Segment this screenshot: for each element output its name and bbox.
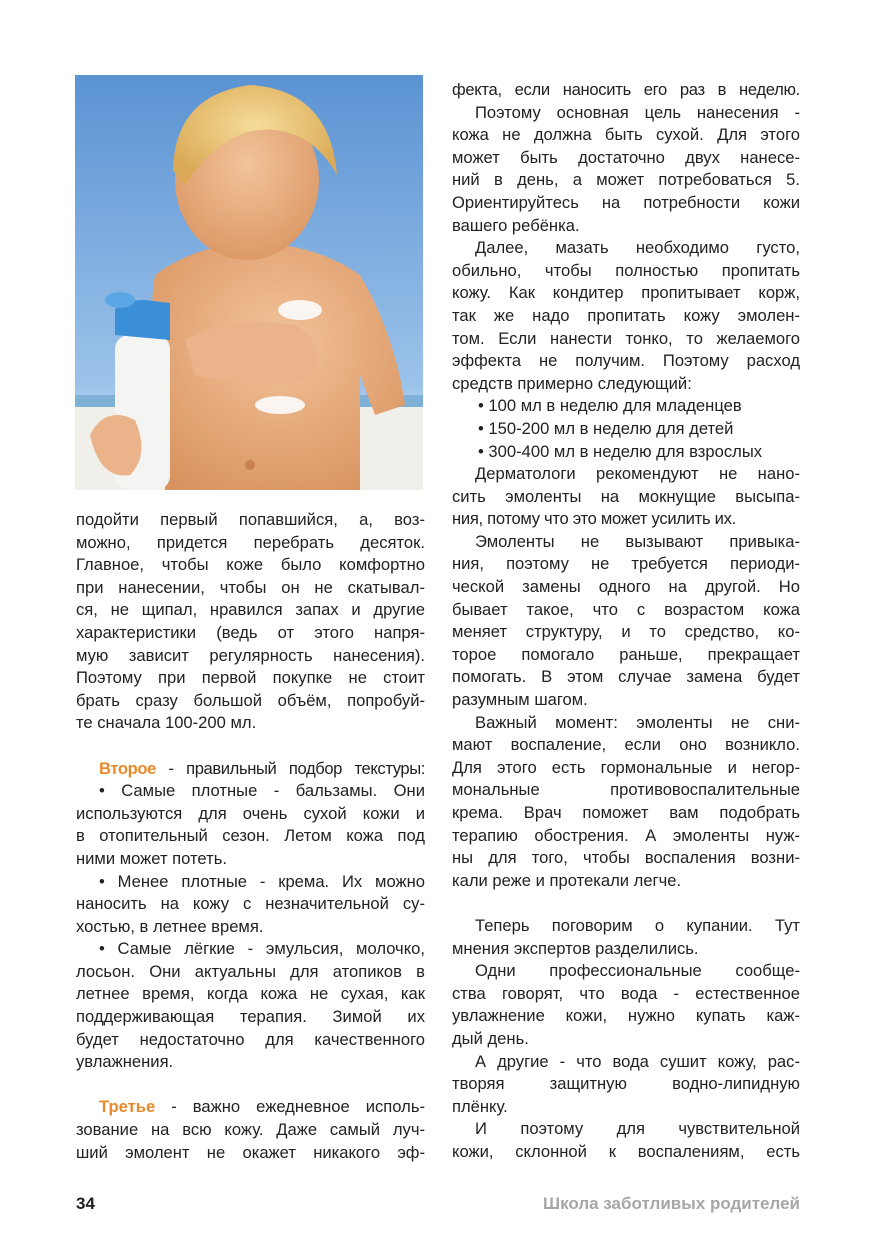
text-line: Ориентируйтесь на потребности кожи: [452, 192, 800, 212]
text-line: торое помогало раньше, прекращает: [452, 644, 800, 664]
text-line: кожу. Как кондитер пропитывает корж,: [452, 283, 800, 303]
paragraph-other-experts: [452, 1051, 800, 1119]
child-photo: [75, 75, 423, 490]
text-line: мают воспаление, если оно возникло.: [452, 735, 800, 755]
list-item: • 150-200 мл в неделю для детей: [478, 418, 734, 438]
text-line: в отопительный сезон. Летом кожа под: [76, 826, 425, 846]
paragraph-sensitive: [452, 1118, 800, 1163]
text-line: Одни профессиональные сообще-: [475, 961, 800, 981]
text-line: может быть достаточно двух нанесе-: [452, 147, 800, 167]
text-line: поддерживающая терапия. Зимой их: [76, 1007, 425, 1027]
text-line: ними может потеть.: [76, 848, 227, 868]
text-line: Поэтому при первой покупке не стоит: [76, 668, 425, 688]
second-heading-line: [76, 758, 425, 781]
text-line: обильно, чтобы полностью пропитать: [452, 260, 800, 280]
text-line: фекта, если наносить его раз в неделю.: [452, 80, 800, 99]
text-line: используются для очень сухой кожи и: [76, 803, 425, 823]
text-line: ния, поэтому не требуется периоди-: [452, 554, 800, 574]
text-line: Для этого есть гормональные и негор-: [452, 757, 800, 777]
paragraph-some-experts: [452, 960, 800, 1050]
text-line: • Самые плотные - бальзамы. Они: [99, 781, 425, 801]
paragraph-important: [452, 712, 800, 893]
text-line: Поэтому основная цель нанесения -: [475, 102, 800, 122]
text-line: ся, не щипал, нравился запах и другие: [76, 600, 425, 620]
text-line: летнее время, когда кожа не сухая, как: [76, 984, 425, 1004]
text-line: вашего ребёнка.: [452, 215, 580, 235]
text-line: том. Если нанести тонко, то желаемого: [452, 328, 800, 348]
text-line: дый день.: [452, 1028, 529, 1048]
paragraph-goal: [452, 102, 800, 238]
text-line: так же надо пропитать кожу эмолен-: [452, 305, 800, 325]
text-line: И поэтому для чувствительной: [475, 1119, 800, 1139]
highlight-second: Второе: [99, 758, 156, 778]
text-line: ства говорят, что вода - естественное: [452, 983, 800, 1003]
consumption-list: [452, 395, 800, 463]
text-line: мнения экспертов разделились.: [452, 938, 699, 958]
text-line: терапию обострения. А эмоленты нуж-: [452, 825, 800, 845]
text-line: ший эмолент не окажет никакого эф-: [76, 1142, 425, 1162]
text-line: помогать. В этом случае замена будет: [452, 667, 800, 687]
text-line: хостью, в летнее время.: [76, 916, 264, 936]
text-line: увлажнение кожи, нужно купать каж-: [452, 1006, 800, 1026]
bullet-creams: [76, 871, 425, 939]
right-column: [452, 79, 800, 1164]
paragraph-application: [452, 237, 800, 395]
text-line: мональные противовоспалительные: [452, 780, 800, 800]
text-line: будет недостаточно для качественного: [76, 1029, 425, 1049]
list-item: • 100 мл в неделю для младенцев: [478, 396, 742, 416]
text-line: мую зависит регулярность нанесения).: [76, 645, 425, 665]
text-line: бывает такое, что с возрастом кожа: [452, 599, 800, 619]
text-line: кали реже и протекали легче.: [452, 870, 682, 890]
text-line: зование на всю кожу. Даже самый луч-: [76, 1120, 425, 1140]
page-number: 34: [76, 1194, 95, 1213]
text-line: наносить на кожу с незначительной су-: [76, 894, 425, 914]
bullet-lotions: [76, 938, 425, 1074]
text-line: плёнку.: [452, 1096, 508, 1116]
text-line: кожа не должна быть сухой. Для этого: [452, 125, 800, 145]
paragraph-no-addiction: [452, 531, 800, 712]
text-line: творяя защитную водно-липидную: [452, 1074, 800, 1094]
text-line: Теперь поговорим о купании. Тут: [475, 915, 800, 935]
text-line: брать сразу большой объём, попробуй-: [76, 690, 425, 710]
text-line: ческой замены одного на другой. Но: [452, 577, 800, 597]
text-line: характеристики (ведь от этого напря-: [76, 622, 425, 642]
text-line: Главное, чтобы коже было комфортно: [76, 555, 425, 575]
text-line: А другие - что вода сушит кожу, рас-: [475, 1051, 800, 1071]
text-line: • Самые лёгкие - эмульсия, молочко,: [99, 939, 425, 959]
text-line: ния, потому что это может усилить их.: [452, 509, 736, 529]
text-line: средств примерно следующий:: [452, 373, 692, 393]
text-line: подойти первый попавшийся, а, воз-: [76, 510, 425, 529]
paragraph-size-advice: [76, 509, 425, 735]
book-title: Школа заботливых родителей: [543, 1194, 800, 1213]
text-line: ны для того, чтобы воспаления возни-: [452, 848, 800, 868]
paragraph-bathing: [452, 915, 800, 960]
text-line: сить эмоленты на мокнущие высыпа-: [452, 486, 800, 506]
text-line: увлажнения.: [76, 1052, 174, 1072]
third-heading-rest: - важно ежедневное исполь-: [155, 1097, 425, 1117]
bullet-balms: [76, 780, 425, 870]
text-line: те сначала 100-200 мл.: [76, 713, 257, 733]
text-line: разумным шагом.: [452, 690, 588, 710]
text-line: Эмоленты не вызывают привыка-: [475, 531, 800, 551]
child-lotion-illustration: [75, 75, 423, 490]
text-line: ний в день, а может потребоваться 5.: [452, 170, 800, 190]
text-line: эффекта не получим. Поэтому расход: [452, 351, 800, 371]
text-line: кожи, склонной к воспалениям, есть: [452, 1141, 800, 1161]
text-line: крема. Врач поможет вам подобрать: [452, 803, 800, 822]
text-line: Важный момент: эмоленты не сни-: [475, 712, 800, 732]
left-column: [76, 509, 425, 1164]
text-line: лосьон. Они актуальны для атопиков в: [76, 961, 425, 981]
text-line: при нанесении, чтобы он не скатывал-: [76, 577, 425, 597]
paragraph-dermatologists: [452, 463, 800, 531]
text-line: меняет структуру, и то средство, ко-: [452, 622, 800, 642]
third-heading-line: [76, 1096, 425, 1119]
text-line: • Менее плотные - крема. Их можно: [99, 871, 425, 891]
text-line: можно, придется перебрать десяток.: [76, 532, 425, 552]
text-line: Далее, мазать необходимо густо,: [475, 238, 800, 258]
second-heading-rest: - правильный подбор текстуры:: [155, 758, 425, 778]
highlight-third: Третье: [99, 1097, 156, 1117]
list-item: • 300-400 мл в неделю для взрослых: [478, 441, 763, 461]
text-line: Дерматологи рекомендуют не нано-: [475, 464, 800, 484]
